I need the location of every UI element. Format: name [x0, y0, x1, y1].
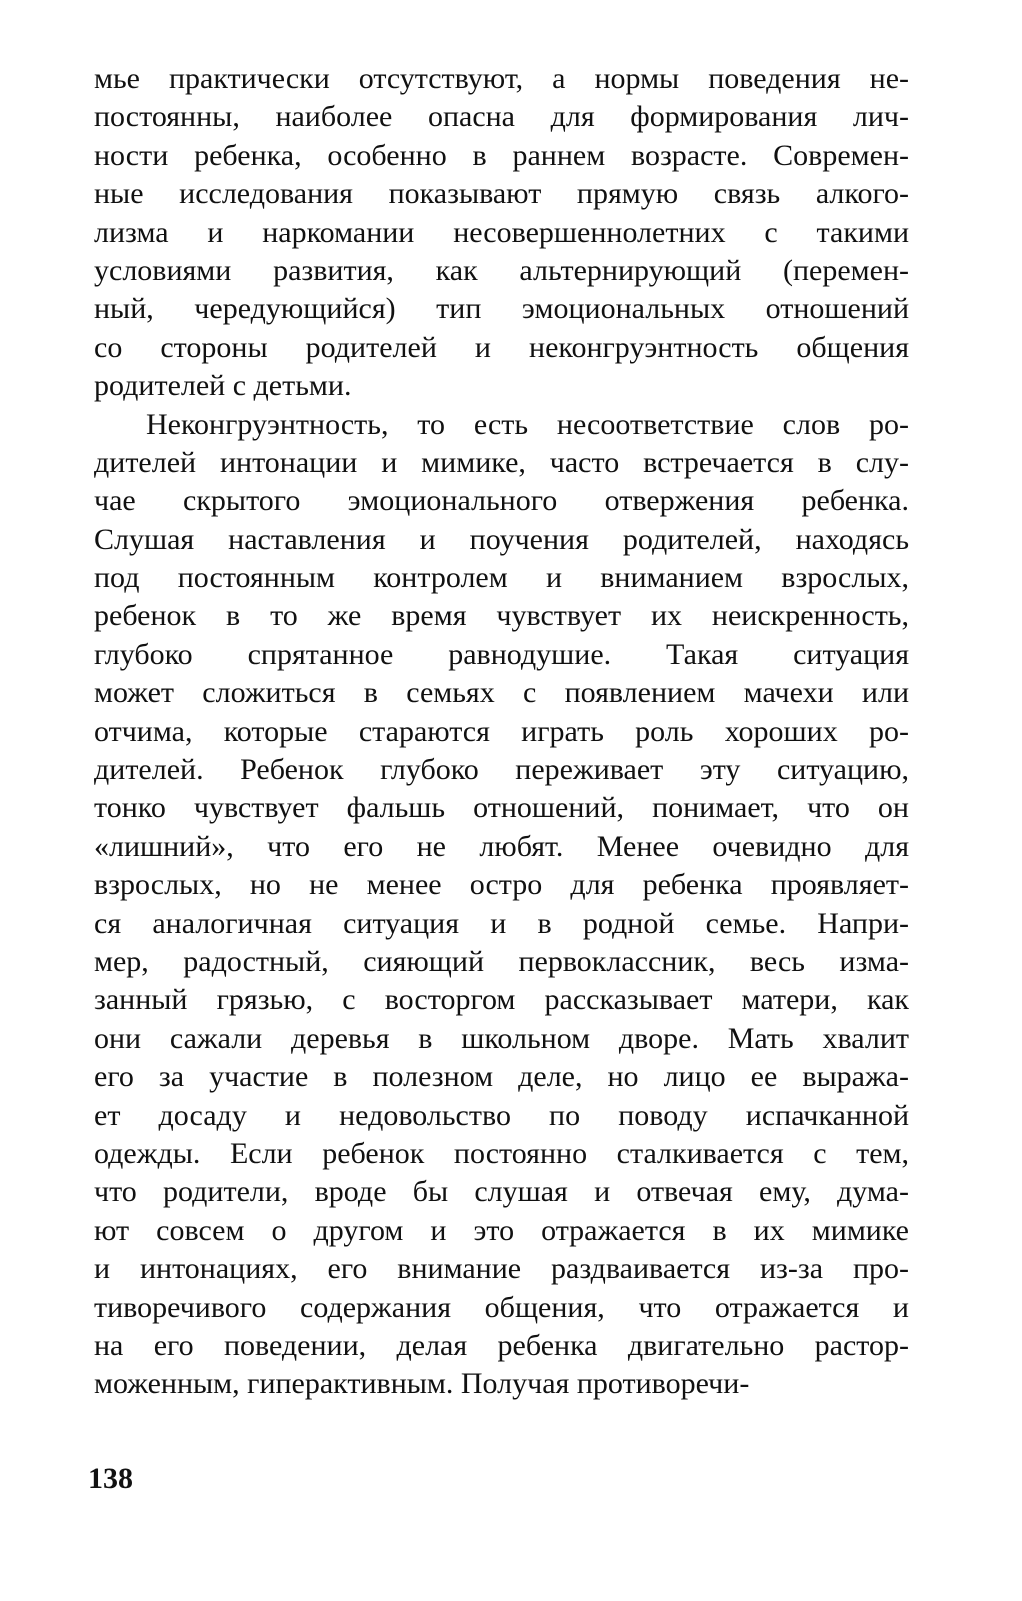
text-line: со стороны родителей и неконгруэнтность общения [94, 330, 909, 364]
text-line: под постоянным контролем и вниманием взрослых, [94, 561, 909, 595]
text-line: дителей интонации и мимике, часто встречается в слу- [94, 445, 909, 479]
text-line: взрослых, но не менее остро для ребенка проявляет- [94, 868, 909, 902]
text-line: дителей. Ребенок глубоко переживает эту ситуацию, [94, 753, 909, 787]
page-number: 138 [88, 1462, 133, 1495]
text-line: ные исследования показывают прямую связь алкого- [94, 177, 909, 211]
text-line: и интонациях, его внимание раздваивается из-за про- [94, 1252, 909, 1286]
text-line: родителей с детьми. [94, 369, 352, 403]
text-line: Слушая наставления и поучения родителей, находясь [94, 522, 909, 556]
paragraph [94, 60, 909, 406]
text-line: ный, чередующийся) тип эмоциональных отношений [94, 292, 909, 326]
text-line: «лишний», что его не любят. Менее очевидно для [94, 829, 909, 863]
text-line: Неконгруэнтность, то есть несоответствие слов ро- [146, 407, 909, 441]
text-line: лизма и наркомании несовершеннолетних с такими [94, 215, 909, 249]
text-line: ребенок в то же время чувствует их неискренность, [94, 599, 909, 633]
text-line: ет досаду и недовольство по поводу испачканной [94, 1098, 909, 1132]
text-line: тонко чувствует фальшь отношений, понимает, что он [94, 791, 909, 825]
text-line: его за участие в полезном деле, но лицо ее выража- [94, 1060, 909, 1094]
text-line: одежды. Если ребенок постоянно сталкивается с тем, [94, 1136, 909, 1170]
text-line: ют совсем о другом и это отражается в их мимике [94, 1213, 909, 1247]
text-line: на его поведении, делая ребенка двигательно растор- [94, 1328, 909, 1362]
text-line: тиворечивого содержания общения, что отражается и [94, 1290, 909, 1324]
text-line: что родители, вроде бы слушая и отвечая ему, дума- [94, 1175, 909, 1209]
text-line: может сложиться в семьях с появлением мачехи или [94, 676, 909, 710]
text-line: ся аналогичная ситуация и в родной семье. Напри- [94, 906, 909, 940]
text-line: они сажали деревья в школьном дворе. Мать хвалит [94, 1021, 909, 1055]
text-line: ности ребенка, особенно в раннем возрасте. Современ- [94, 138, 909, 172]
text-line: чае скрытого эмоционального отвержения ребенка. [94, 484, 909, 518]
text-line: занный грязью, с восторгом рассказывает матери, как [94, 983, 909, 1017]
text-line: моженным, гиперактивным. Получая противоречи- [94, 1367, 750, 1401]
paragraph [94, 406, 909, 1404]
text-line: глубоко спрятанное равнодушие. Такая ситуация [94, 637, 909, 671]
text-line: постоянны, наиболее опасна для формирования лич- [94, 100, 909, 134]
text-line: условиями развития, как альтернирующий (перемен- [94, 253, 909, 287]
body-text [94, 60, 909, 1404]
text-line: мер, радостный, сияющий первоклассник, весь изма- [94, 944, 909, 978]
text-line: отчима, которые стараются играть роль хороших ро- [94, 714, 909, 748]
text-line: мье практически отсутствуют, а нормы поведения не- [94, 62, 909, 95]
